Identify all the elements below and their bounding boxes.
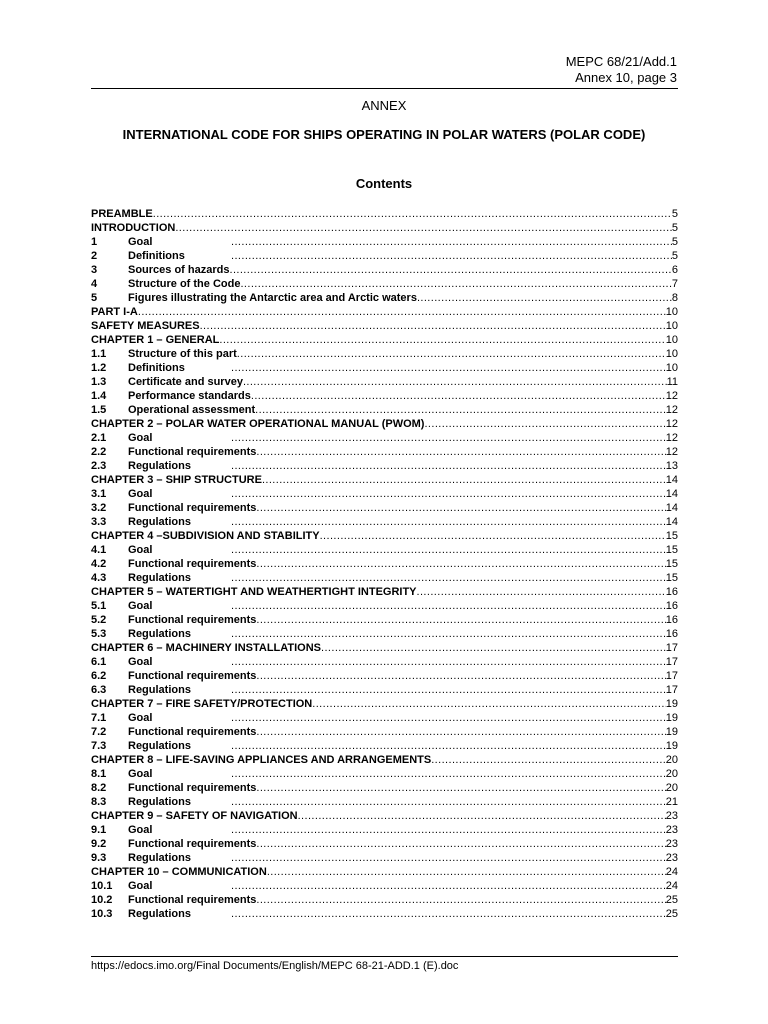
toc-entry-number: 9.2	[91, 838, 107, 850]
toc-dot-leader	[251, 389, 666, 403]
toc-entry-title: Goal	[128, 432, 153, 444]
toc-page-number: 13	[665, 460, 678, 472]
toc-page-number: 12	[665, 418, 678, 430]
toc-entry-title: Performance standards	[128, 390, 251, 402]
toc-page-number: 10	[665, 362, 678, 374]
toc-entry[interactable]	[91, 585, 678, 599]
toc-page-number: 24	[665, 866, 678, 878]
toc-entry-number: 8.3	[91, 796, 107, 808]
toc-dot-leader	[231, 627, 666, 641]
toc-page-number: 16	[665, 586, 678, 598]
toc-entry-title: Goal	[128, 880, 153, 892]
toc-entry-title: Goal	[128, 488, 153, 500]
toc-entry-title: Sources of hazards	[128, 264, 230, 276]
toc-dot-leader	[256, 445, 665, 459]
toc-dot-leader	[321, 641, 666, 655]
toc-entry-title: Regulations	[128, 460, 191, 472]
toc-dot-leader	[256, 613, 665, 627]
toc-page-number: 8	[671, 292, 678, 304]
toc-page-number: 17	[665, 684, 678, 696]
toc-page-number: 17	[665, 642, 678, 654]
toc-entry-title: Goal	[128, 712, 153, 724]
toc-page-number: 16	[665, 600, 678, 612]
toc-entry-title: Functional requirements	[128, 502, 257, 514]
toc-dot-leader	[153, 207, 672, 221]
toc-page-number: 10	[665, 306, 678, 318]
toc-entry-number: 2.3	[91, 460, 107, 472]
toc-entry[interactable]	[91, 823, 678, 837]
toc-page-number: 14	[665, 474, 678, 486]
toc-entry-number: 4.2	[91, 558, 107, 570]
contents-heading: Contents	[355, 176, 413, 191]
toc-entry-number: 3	[91, 264, 98, 276]
toc-entry-number: 5.3	[91, 628, 107, 640]
toc-entry[interactable]	[91, 767, 678, 781]
toc-entry[interactable]	[91, 333, 678, 347]
toc-entry-title: Functional requirements	[128, 726, 257, 738]
toc-entry[interactable]	[91, 277, 678, 291]
toc-dot-leader	[256, 893, 665, 907]
toc-dot-leader	[240, 277, 671, 291]
toc-entry[interactable]	[91, 781, 678, 795]
toc-entry-number: 1	[91, 236, 98, 248]
toc-entry[interactable]	[91, 725, 678, 739]
toc-page-number: 17	[665, 656, 678, 668]
toc-entry-number: 1.2	[91, 362, 107, 374]
toc-entry-title: Operational assessment	[128, 404, 256, 416]
toc-page-number: 21	[665, 796, 678, 808]
toc-page-number: 15	[665, 572, 678, 584]
toc-entry-number: 6.2	[91, 670, 107, 682]
toc-entry-number: 4.1	[91, 544, 107, 556]
toc-entry-number: 8.2	[91, 782, 107, 794]
toc-entry-title: CHAPTER 10 – COMMUNICATION	[91, 866, 267, 878]
toc-page-number: 25	[665, 908, 678, 920]
toc-page-number: 23	[665, 824, 678, 836]
toc-entry[interactable]	[91, 879, 678, 893]
toc-dot-leader	[231, 571, 666, 585]
toc-dot-leader	[256, 725, 665, 739]
toc-entry[interactable]	[91, 907, 678, 921]
toc-entry-number: 2.2	[91, 446, 107, 458]
toc-entry[interactable]	[91, 795, 678, 809]
toc-entry-title: Functional requirements	[128, 838, 257, 850]
footer-document-path: https://edocs.imo.org/Final Documents/English/MEPC 68-21-ADD.1 (E).doc	[91, 960, 459, 972]
toc-entry[interactable]	[91, 207, 678, 221]
toc-entry-title: Definitions	[128, 250, 185, 262]
toc-entry[interactable]	[91, 235, 678, 249]
toc-dot-leader	[231, 655, 666, 669]
toc-entry[interactable]	[91, 417, 678, 431]
toc-entry-title: Definitions	[128, 362, 185, 374]
toc-dot-leader	[231, 515, 666, 529]
toc-entry[interactable]	[91, 529, 678, 543]
toc-entry[interactable]	[91, 865, 678, 879]
toc-dot-leader	[298, 809, 666, 823]
toc-dot-leader	[255, 403, 666, 417]
toc-page-number: 14	[665, 502, 678, 514]
toc-entry[interactable]	[91, 445, 678, 459]
toc-dot-leader	[256, 837, 665, 851]
toc-dot-leader	[231, 487, 666, 501]
toc-entry[interactable]	[91, 697, 678, 711]
toc-entry-title: Certificate and survey	[128, 376, 243, 388]
toc-page-number: 19	[665, 698, 678, 710]
toc-dot-leader	[237, 347, 666, 361]
toc-entry-title: Regulations	[128, 908, 191, 920]
toc-dot-leader	[256, 669, 665, 683]
toc-entry-number: 10.2	[91, 894, 113, 906]
toc-entry-title: Functional requirements	[128, 894, 257, 906]
toc-entry-number: 1.5	[91, 404, 107, 416]
toc-entry-number: 4	[91, 278, 98, 290]
toc-entry[interactable]	[91, 515, 678, 529]
toc-page-number: 14	[665, 516, 678, 528]
toc-entry[interactable]	[91, 683, 678, 697]
toc-dot-leader	[417, 585, 666, 599]
toc-dot-leader	[175, 221, 672, 235]
toc-entry-number: 3.2	[91, 502, 107, 514]
toc-entry[interactable]	[91, 641, 678, 655]
toc-entry[interactable]	[91, 543, 678, 557]
toc-entry-title: CHAPTER 4 –SUBDIVISION AND STABILITY	[91, 530, 320, 542]
toc-entry-title: Regulations	[128, 572, 191, 584]
toc-page-number: 12	[665, 404, 678, 416]
toc-dot-leader	[320, 529, 666, 543]
toc-dot-leader	[231, 431, 666, 445]
toc-entry-number: 1.1	[91, 348, 107, 360]
toc-entry-title: Regulations	[128, 516, 191, 528]
toc-page-number: 12	[665, 390, 678, 402]
toc-dot-leader	[231, 543, 666, 557]
toc-page-number: 17	[665, 670, 678, 682]
toc-entry-title: Goal	[128, 656, 153, 668]
annex-page-number: Annex 10, page 3	[575, 70, 677, 85]
toc-dot-leader	[424, 417, 665, 431]
toc-entry-number: 6.1	[91, 656, 107, 668]
toc-entry-number: 9.1	[91, 824, 107, 836]
toc-entry[interactable]	[91, 221, 678, 235]
toc-entry-number: 5	[91, 292, 98, 304]
toc-entry-title: CHAPTER 9 – SAFETY OF NAVIGATION	[91, 810, 298, 822]
toc-entry-number: 5.1	[91, 600, 107, 612]
toc-entry[interactable]	[91, 809, 678, 823]
toc-entry-title: CHAPTER 7 – FIRE SAFETY/PROTECTION	[91, 698, 313, 710]
toc-entry-title: PART I-A	[91, 306, 138, 318]
toc-entry[interactable]	[91, 375, 678, 389]
toc-entry[interactable]	[91, 571, 678, 585]
table-of-contents	[91, 207, 678, 921]
toc-entry-title: Functional requirements	[128, 558, 257, 570]
toc-entry[interactable]	[91, 263, 678, 277]
toc-dot-leader	[231, 683, 666, 697]
toc-entry-title: SAFETY MEASURES	[91, 320, 200, 332]
toc-entry-number: 4.3	[91, 572, 107, 584]
toc-entry[interactable]	[91, 403, 678, 417]
toc-entry-number: 10.1	[91, 880, 113, 892]
toc-entry-title: Functional requirements	[128, 670, 257, 682]
toc-entry-number: 7.1	[91, 712, 107, 724]
toc-entry-title: CHAPTER 1 – GENERAL	[91, 334, 220, 346]
toc-entry-number: 8.1	[91, 768, 107, 780]
toc-entry-title: Functional requirements	[128, 446, 257, 458]
toc-entry[interactable]	[91, 361, 678, 375]
toc-entry-title: Goal	[128, 236, 153, 248]
toc-entry-title: CHAPTER 2 – POLAR WATER OPERATIONAL MANUAL (PWOM)	[91, 418, 425, 430]
toc-dot-leader	[231, 249, 672, 263]
toc-page-number: 16	[665, 614, 678, 626]
toc-page-number: 19	[665, 712, 678, 724]
toc-dot-leader	[231, 459, 666, 473]
toc-dot-leader	[256, 501, 665, 515]
toc-dot-leader	[256, 557, 665, 571]
toc-entry[interactable]	[91, 557, 678, 571]
toc-page-number: 7	[671, 278, 678, 290]
toc-entry[interactable]	[91, 487, 678, 501]
toc-entry-number: 1.4	[91, 390, 107, 402]
toc-page-number: 15	[665, 544, 678, 556]
toc-dot-leader	[231, 361, 666, 375]
toc-entry-number: 6.3	[91, 684, 107, 696]
toc-entry[interactable]	[91, 501, 678, 515]
toc-page-number: 5	[671, 250, 678, 262]
toc-dot-leader	[231, 907, 666, 921]
toc-page-number: 10	[665, 348, 678, 360]
toc-page-number: 23	[665, 838, 678, 850]
toc-entry[interactable]	[91, 739, 678, 753]
toc-page-number: 12	[665, 432, 678, 444]
toc-page-number: 10	[665, 334, 678, 346]
toc-entry-title: Structure of this part	[128, 348, 237, 360]
toc-entry[interactable]	[91, 431, 678, 445]
toc-entry[interactable]	[91, 627, 678, 641]
toc-entry-title: Goal	[128, 544, 153, 556]
toc-entry[interactable]	[91, 319, 678, 333]
document-reference: MEPC 68/21/Add.1	[565, 54, 677, 69]
toc-page-number: 15	[665, 530, 678, 542]
toc-entry[interactable]	[91, 599, 678, 613]
toc-page-number: 5	[671, 208, 678, 220]
toc-dot-leader	[219, 333, 665, 347]
toc-dot-leader	[231, 851, 666, 865]
toc-page-number: 19	[665, 740, 678, 752]
toc-entry[interactable]	[91, 711, 678, 725]
toc-page-number: 23	[665, 852, 678, 864]
toc-dot-leader	[431, 753, 666, 767]
toc-page-number: 20	[665, 768, 678, 780]
toc-dot-leader	[200, 319, 666, 333]
toc-entry[interactable]	[91, 389, 678, 403]
toc-entry-number: 2.1	[91, 432, 107, 444]
toc-page-number: 24	[665, 880, 678, 892]
toc-entry-title: CHAPTER 3 – SHIP STRUCTURE	[91, 474, 262, 486]
footer-rule	[91, 956, 678, 957]
toc-entry-title: Regulations	[128, 740, 191, 752]
toc-entry-title: Functional requirements	[128, 614, 257, 626]
toc-entry-title: Regulations	[128, 628, 191, 640]
toc-page-number: 14	[665, 488, 678, 500]
toc-entry-title: CHAPTER 8 – LIFE-SAVING APPLIANCES AND ARRANGEMENTS	[91, 754, 432, 766]
toc-page-number: 23	[665, 810, 678, 822]
toc-entry-number: 7.3	[91, 740, 107, 752]
toc-entry-number: 10.3	[91, 908, 113, 920]
toc-dot-leader	[312, 697, 666, 711]
header-rule	[91, 88, 678, 89]
toc-dot-leader	[243, 375, 667, 389]
toc-page-number: 19	[665, 726, 678, 738]
toc-entry[interactable]	[91, 669, 678, 683]
annex-label: ANNEX	[361, 98, 407, 113]
toc-entry-title: PREAMBLE	[91, 208, 153, 220]
toc-page-number: 15	[665, 558, 678, 570]
toc-entry[interactable]	[91, 893, 678, 907]
toc-page-number: 11	[666, 376, 678, 388]
toc-entry-title: Goal	[128, 600, 153, 612]
toc-entry[interactable]	[91, 613, 678, 627]
toc-entry[interactable]	[91, 249, 678, 263]
toc-dot-leader	[231, 599, 666, 613]
toc-page-number: 25	[665, 894, 678, 906]
toc-entry[interactable]	[91, 837, 678, 851]
toc-entry-title: Structure of the Code	[128, 278, 241, 290]
toc-dot-leader	[231, 823, 666, 837]
toc-entry-title: Regulations	[128, 852, 191, 864]
toc-entry-number: 3.3	[91, 516, 107, 528]
toc-dot-leader	[262, 473, 666, 487]
toc-page-number: 20	[665, 782, 678, 794]
toc-entry-number: 9.3	[91, 852, 107, 864]
toc-entry-number: 3.1	[91, 488, 107, 500]
toc-entry[interactable]	[91, 459, 678, 473]
toc-dot-leader	[231, 767, 666, 781]
toc-entry[interactable]	[91, 473, 678, 487]
toc-entry-number: 1.3	[91, 376, 107, 388]
toc-dot-leader	[231, 711, 666, 725]
toc-dot-leader	[267, 865, 666, 879]
toc-dot-leader	[231, 235, 672, 249]
toc-entry[interactable]	[91, 851, 678, 865]
toc-entry-title: INTRODUCTION	[91, 222, 176, 234]
toc-entry-number: 5.2	[91, 614, 107, 626]
toc-entry[interactable]	[91, 347, 678, 361]
toc-dot-leader	[256, 781, 665, 795]
toc-entry-number: 7.2	[91, 726, 107, 738]
document-header	[566, 54, 677, 86]
toc-page-number: 5	[671, 236, 678, 248]
code-title: INTERNATIONAL CODE FOR SHIPS OPERATING IN POLAR WATERS (POLAR CODE)	[122, 127, 646, 142]
toc-entry-title: Goal	[128, 768, 153, 780]
toc-entry[interactable]	[91, 291, 678, 305]
toc-entry-number: 2	[91, 250, 98, 262]
toc-entry[interactable]	[91, 753, 678, 767]
toc-dot-leader	[231, 879, 666, 893]
toc-page-number: 10	[665, 320, 678, 332]
toc-page-number: 20	[665, 754, 678, 766]
toc-entry-title: CHAPTER 6 – MACHINERY INSTALLATIONS	[91, 642, 321, 654]
toc-dot-leader	[417, 291, 672, 305]
toc-dot-leader	[231, 795, 666, 809]
toc-entry-title: Figures illustrating the Antarctic area and Arctic waters	[128, 292, 417, 304]
toc-page-number: 6	[671, 264, 678, 276]
toc-entry[interactable]	[91, 655, 678, 669]
toc-entry-title: Goal	[128, 824, 153, 836]
toc-entry-title: Functional requirements	[128, 782, 257, 794]
toc-page-number: 5	[671, 222, 678, 234]
toc-dot-leader	[138, 305, 666, 319]
toc-dot-leader	[231, 739, 666, 753]
toc-dot-leader	[229, 263, 671, 277]
toc-entry-title: Regulations	[128, 796, 191, 808]
toc-entry-title: Regulations	[128, 684, 191, 696]
toc-entry-title: CHAPTER 5 – WATERTIGHT AND WEATHERTIGHT INTEGRITY	[91, 586, 417, 598]
toc-page-number: 12	[665, 446, 678, 458]
toc-page-number: 16	[665, 628, 678, 640]
toc-entry[interactable]	[91, 305, 678, 319]
